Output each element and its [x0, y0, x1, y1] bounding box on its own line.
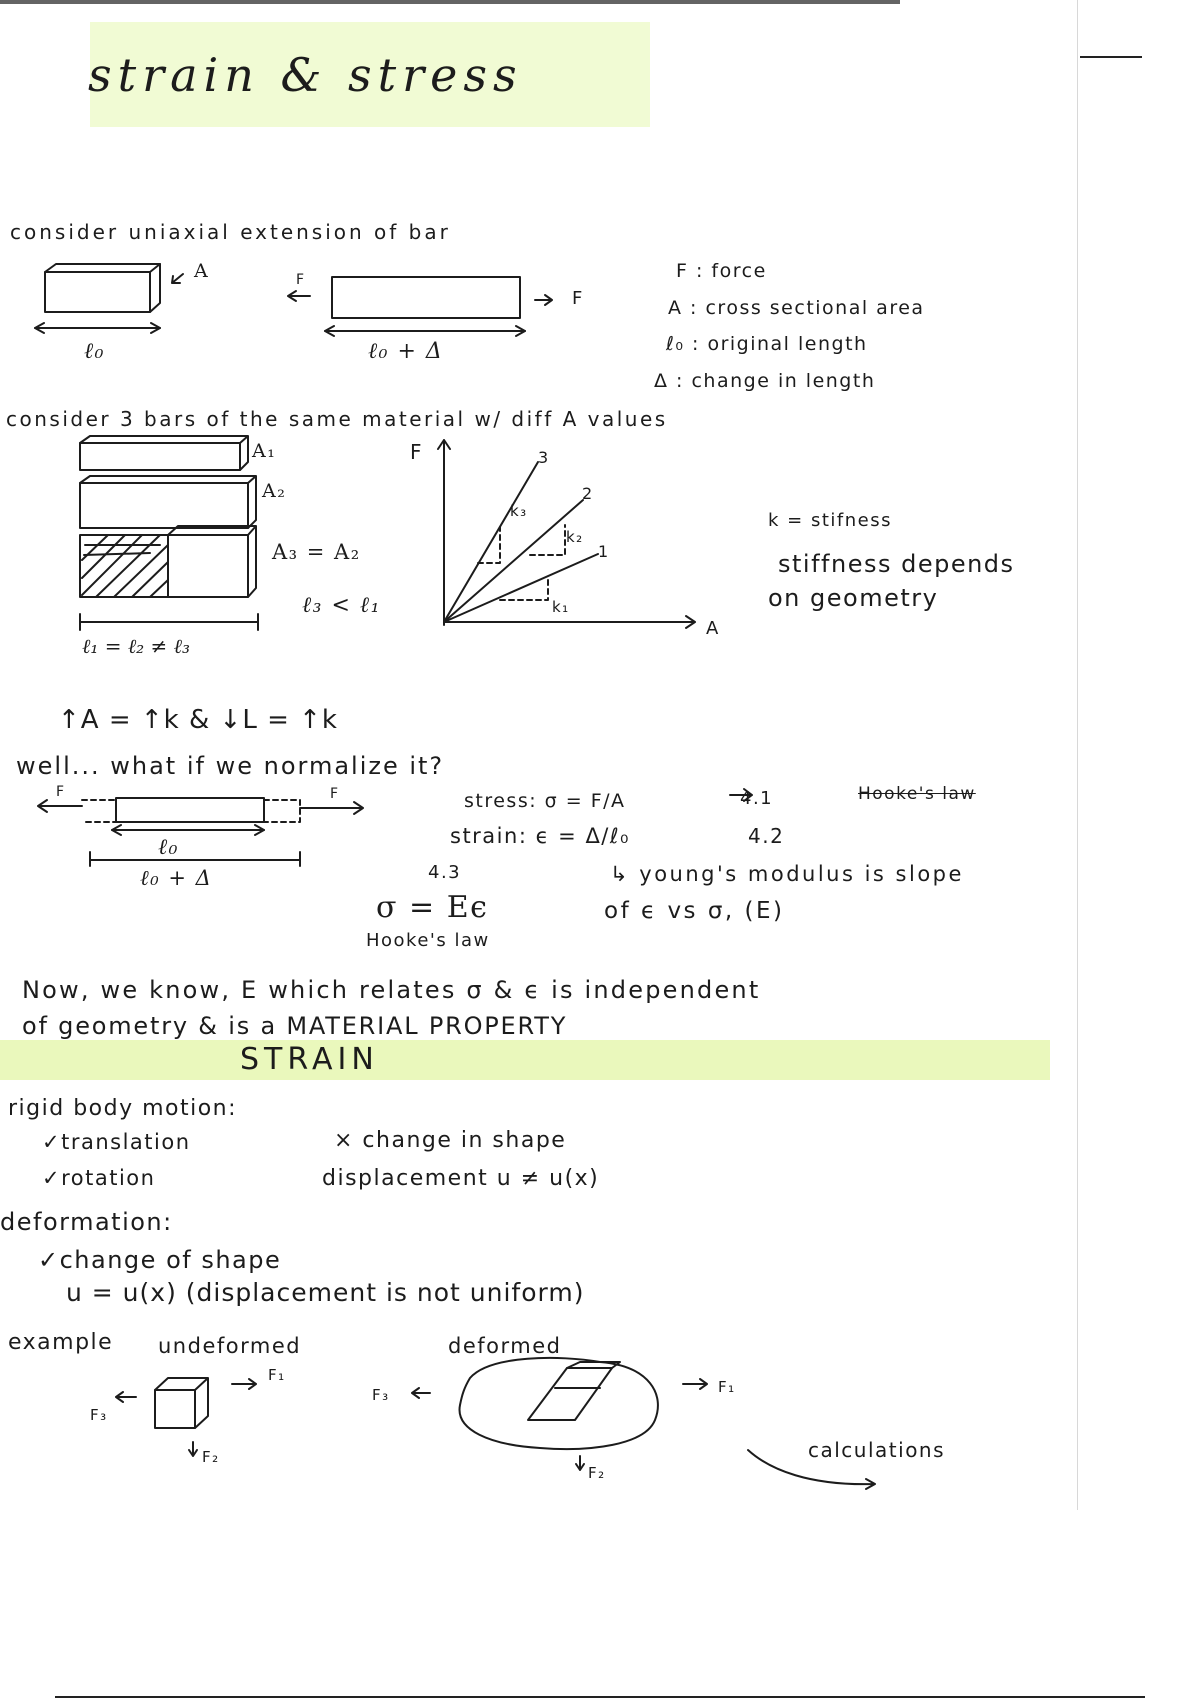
- three-bars-intro: consider 3 bars of the same material w/ diff A values: [6, 407, 668, 431]
- top-right-rule: [1080, 56, 1142, 58]
- rigid-item-translation: ✓translation: [42, 1130, 191, 1154]
- conclusion-line-1: Now, we know, E which relates σ & ϵ is independent: [22, 976, 761, 1004]
- normalized-force-right: F: [330, 786, 340, 802]
- force-f3-deformed: F₃: [372, 1386, 390, 1404]
- bar2-length-label: ℓ₀ + Δ: [368, 339, 444, 364]
- plot-slope-k3: k₃: [510, 502, 528, 520]
- plot-line-2-label: 2: [582, 484, 594, 503]
- youngs-modulus-line-2: of ϵ vs σ, (E): [604, 898, 785, 924]
- stiffness-note-1: stiffness depends: [778, 550, 1015, 578]
- rigid-displacement: displacement u ≠ u(x): [322, 1166, 600, 1191]
- undeformed-label: undeformed: [158, 1334, 302, 1358]
- rigid-body-motion: rigid body motion:: [8, 1096, 238, 1121]
- stress-equation: stress: σ = F/A: [464, 790, 626, 812]
- calculations-label: calculations: [808, 1438, 946, 1462]
- definition-delta: Δ : change in length: [654, 370, 876, 392]
- strain-heading: STRAIN: [240, 1042, 379, 1077]
- definition-area: A : cross sectional area: [668, 297, 925, 319]
- force-f1-deformed: F₁: [718, 1378, 736, 1396]
- hookes-law-label: Hooke's law: [366, 930, 490, 951]
- definition-length: ℓ₀ : original length: [666, 333, 868, 355]
- area-length-relation: ↑A = ↑k & ↓L = ↑k: [58, 705, 338, 735]
- conclusion-line-2: of geometry & is a MATERIAL PROPERTY: [22, 1012, 568, 1040]
- bar2-force-left: F: [296, 272, 306, 288]
- deformation-displacement: u = u(x) (displacement is not uniform): [66, 1278, 585, 1307]
- deformed-label: deformed: [448, 1334, 562, 1358]
- normalized-force-left: F: [56, 784, 66, 800]
- plot-line-3-label: 3: [538, 448, 550, 467]
- stiffness-note-2: on geometry: [768, 584, 939, 612]
- eq-4-1: 4.1: [740, 788, 774, 809]
- definition-force: F : force: [676, 260, 767, 282]
- rigid-item-rotation: ✓rotation: [42, 1166, 156, 1190]
- eq-4-2: 4.2: [748, 824, 785, 848]
- eq-4-3: 4.3: [428, 862, 462, 883]
- page-title: strain & stress: [88, 48, 523, 102]
- force-f2-deformed: F₂: [588, 1464, 606, 1482]
- bottom-rule: [55, 1696, 1145, 1698]
- bar-a1-label: A₁: [252, 440, 277, 462]
- plot-y-axis-label: F: [410, 440, 424, 464]
- deformation-heading: deformation:: [0, 1208, 173, 1236]
- plot-line-1-label: 1: [598, 542, 610, 561]
- bar-l-equal: ℓ₁ = ℓ₂ ≠ ℓ₃: [82, 634, 190, 658]
- no-shape-change: × change in shape: [334, 1128, 567, 1153]
- force-f1-undeformed: F₁: [268, 1366, 286, 1384]
- bar2-force-right: F: [572, 288, 584, 309]
- top-edge-shadow: [0, 0, 900, 4]
- bar-a2-label: A₂: [262, 480, 287, 502]
- page-right-edge: [1077, 0, 1078, 1510]
- bar1-area-label: A: [194, 260, 210, 282]
- deformation-item: ✓change of shape: [38, 1246, 282, 1274]
- youngs-modulus-line-1: ↳ young's modulus is slope: [610, 862, 964, 886]
- stiffness-definition: k = stifness: [768, 510, 892, 531]
- bar1-length-label: ℓ₀: [84, 339, 105, 364]
- force-f3-undeformed: F₃: [90, 1406, 108, 1424]
- plot-slope-k1: k₁: [552, 598, 570, 616]
- bar-a3-label: A₃ = A₂: [272, 540, 361, 564]
- normalized-length-extended: ℓ₀ + Δ: [140, 866, 213, 890]
- normalize-question: well... what if we normalize it?: [16, 752, 445, 780]
- bar-l-relation: ℓ₃ < ℓ₁: [302, 593, 381, 618]
- plot-slope-k2: k₂: [566, 528, 584, 546]
- force-f2-undeformed: F₂: [202, 1448, 220, 1466]
- strain-equation: strain: ϵ = Δ/ℓ₀: [450, 824, 630, 848]
- normalized-length-original: ℓ₀: [158, 835, 179, 860]
- example-label: example: [8, 1330, 114, 1355]
- plot-x-axis-label: A: [706, 618, 720, 639]
- hookes-law-struck: Hooke's law: [858, 784, 976, 804]
- uniaxial-intro: consider uniaxial extension of bar: [10, 220, 451, 244]
- hookes-law-equation: σ = Eϵ: [376, 890, 489, 925]
